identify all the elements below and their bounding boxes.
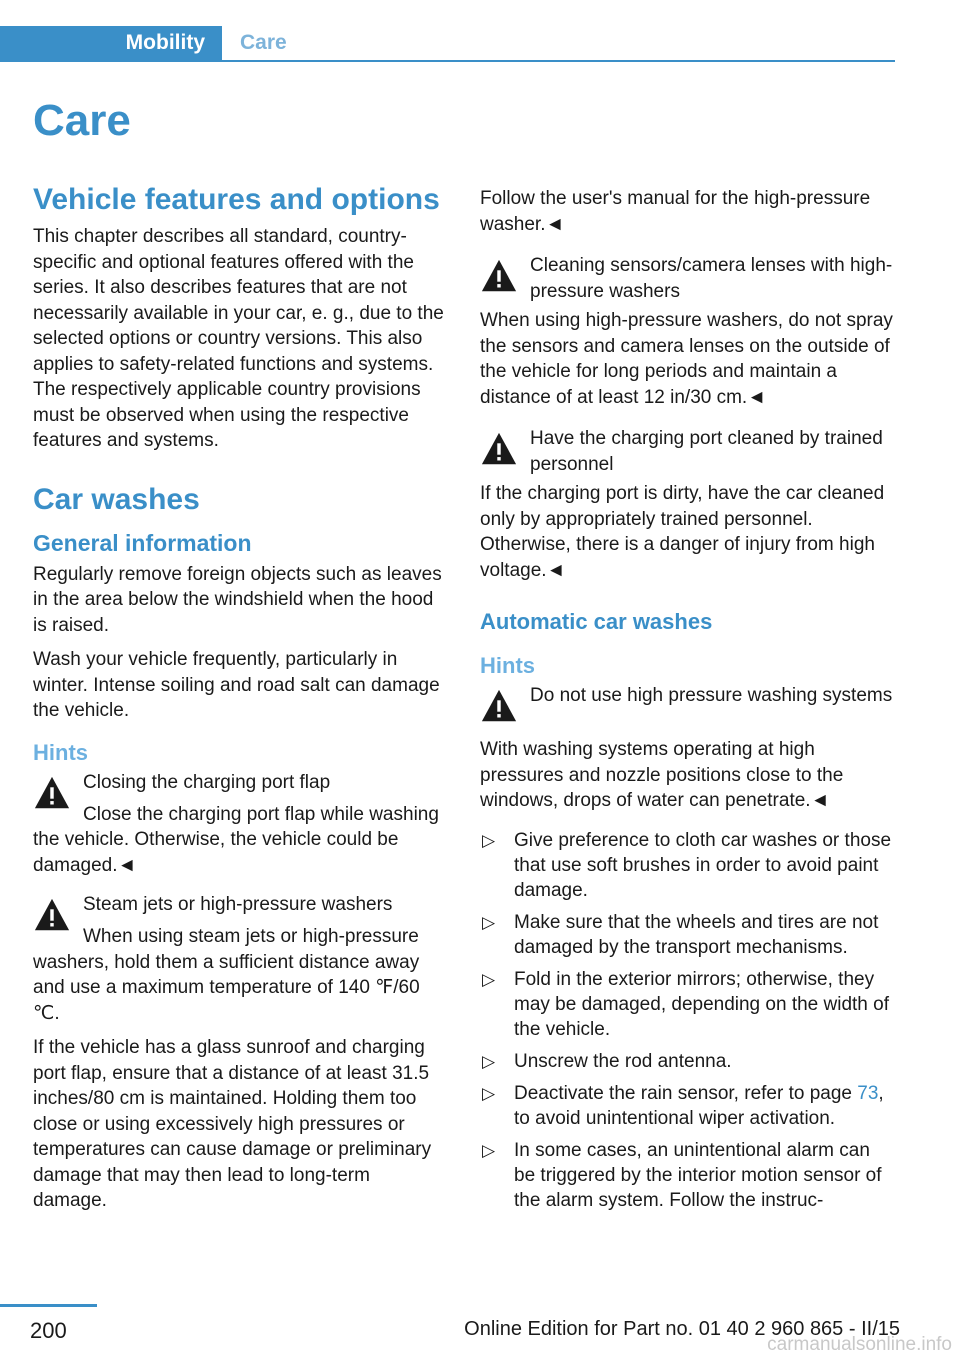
warning-title: Have the charging port cleaned by trained personnel xyxy=(530,428,883,475)
warning-triangle-icon xyxy=(33,774,71,812)
page-reference-link[interactable]: 73 xyxy=(857,1082,879,1104)
list-item: ▷ Deactivate the rain sensor, refer to page 73, to avoid unintentional wiper activation. xyxy=(482,1082,884,1129)
paragraph-general-2: Wash your vehicle frequently, particularly in winter. Intense soiling and road salt can damage the vehicle. xyxy=(33,649,440,721)
car-wash-tips-list xyxy=(480,828,895,1213)
footer-accent-line xyxy=(0,1304,97,1307)
heading-general-information: General information xyxy=(33,529,252,556)
warning-body: Close the charging port flap while washing the vehicle. Otherwise, the vehicle could be damaged.◄ xyxy=(33,803,439,876)
list-item: ▷ Fold in the exterior mirrors; otherwise, they may be damaged, depending on the width of the vehicle. xyxy=(482,968,889,1040)
triangle-bullet-icon: ▷ xyxy=(482,1140,496,1160)
list-item: ▷ Unscrew the rod antenna. xyxy=(482,1050,732,1072)
heading-automatic-car-washes: Automatic car washes xyxy=(480,609,713,634)
list-item: ▷ In some cases, an unintentional alarm can be triggered by the interior motion sensor of the alarm system. Follow the instruc- xyxy=(482,1139,882,1211)
warning-title: Do not use high pressure washing systems xyxy=(530,685,893,706)
triangle-bullet-icon: ▷ xyxy=(482,1083,496,1103)
warning-triangle-icon xyxy=(480,257,518,295)
warning-title: Steam jets or high-pressure washers xyxy=(83,894,393,915)
warning-title: Closing the charging port flap xyxy=(83,771,331,793)
page-number: 200 xyxy=(30,1318,67,1343)
heading-hints-left: Hints xyxy=(33,739,88,765)
warning-high-pressure-systems xyxy=(480,683,895,733)
triangle-bullet-icon: ▷ xyxy=(482,830,496,850)
heading-hints-right: Hints xyxy=(480,653,535,678)
page-title: Care xyxy=(33,96,131,145)
tab-care[interactable]: Care xyxy=(240,31,287,54)
paragraph-sunroof: If the vehicle has a glass sunroof and charging port flap, ensure that a distance of at least 31.5 inches/80 cm is maintained. Holding them too close or using excessively high pressures or temperatures can cause damage or preliminary damage that may then lead to long-term damage. xyxy=(33,1037,432,1211)
heading-vehicle-features: Vehicle features and options xyxy=(33,183,440,216)
triangle-bullet-icon: ▷ xyxy=(482,969,496,989)
tab-mobility[interactable]: Mobility xyxy=(0,26,222,60)
warning-steam-jets xyxy=(33,892,448,942)
warning-body: When using high-pressure washers, do not spray the sensors and camera lenses on the outside of the vehicle for long periods and maintain a distance of at least 12 in/30 cm.◄ xyxy=(480,310,893,408)
watermark: carmanualsonline.info xyxy=(767,1334,952,1355)
warning-triangle-icon xyxy=(33,896,71,934)
warning-body: With washing systems operating at high pressures and nozzle positions close to the windows, drops of water can penetrate.◄ xyxy=(480,739,844,811)
warning-charging-port-flap xyxy=(33,770,448,820)
edition-note: Online Edition for Part no. 01 40 2 960 865 - II/15 xyxy=(464,1318,900,1340)
warning-triangle-icon xyxy=(480,687,518,725)
paragraph-vehicle-features: This chapter describes all standard, country-specific and optional features offered with the series. It also describes features that are not necessarily available in your car, e. g., due to the selected options or country versions. This also applies to safety-related functions and systems. The respectively applicable country provisions must be observed when using the respective features and systems. xyxy=(33,226,444,451)
warning-body: If the charging port is dirty, have the car cleaned only by appropriately trained personnel. Otherwise, there is a danger of injury from high voltage.◄ xyxy=(480,483,885,581)
warning-body: When using steam jets or high-pressure washers, hold them a sufficient distance away and use a maximum temperature of 140 ℉/60 ℃. xyxy=(33,926,420,1024)
left-column xyxy=(33,180,448,1223)
paragraph-follow-manual: Follow the user's manual for the high-pressure washer.◄ xyxy=(480,188,871,235)
header-bar xyxy=(0,26,895,62)
list-item: ▷ Give preference to cloth car washes or those that use soft brushes in order to avoid paint damage. xyxy=(482,829,892,901)
triangle-bullet-icon: ▷ xyxy=(482,1051,496,1071)
paragraph-general-1: Regularly remove foreign objects such as leaves in the area below the windshield when the hood is raised. xyxy=(33,563,442,636)
triangle-bullet-icon: ▷ xyxy=(482,912,496,932)
warning-charging-port-cleaning xyxy=(480,426,895,477)
heading-car-washes: Car washes xyxy=(33,482,200,516)
warning-triangle-icon xyxy=(480,430,518,468)
warning-title: Cleaning sensors/camera lenses with high-pressure washers xyxy=(530,255,893,302)
list-item: ▷ Make sure that the wheels and tires are not damaged by the transport mechanisms. xyxy=(482,911,879,958)
warning-cleaning-sensors xyxy=(480,253,895,304)
right-column xyxy=(480,186,895,1222)
